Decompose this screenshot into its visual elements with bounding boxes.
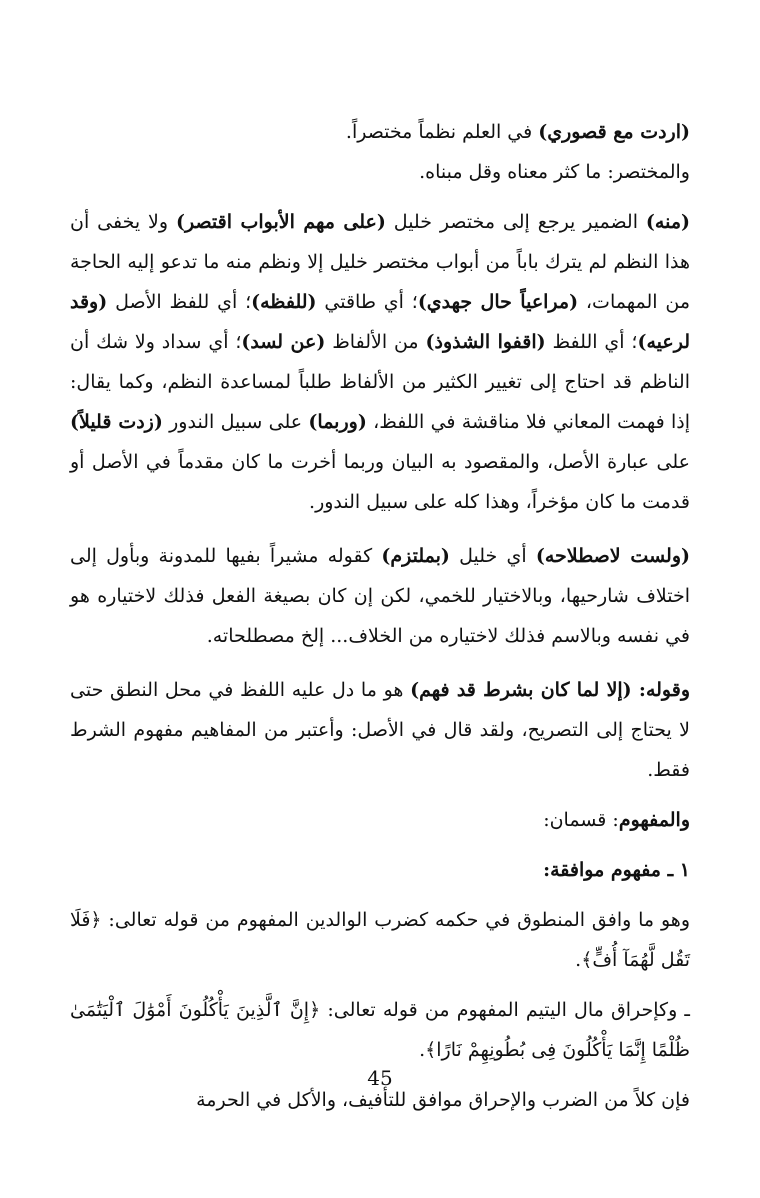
text-run: كقوله مشيراً بفيها للمدونة وبأول إلى اختلاف شارحيها، وبالاختيار للخمي، لكن إن كان بصيغة الفعل فذلك لاختياره هو في نفسه وبالاسم فذلك لاختياره من الخلاف... إلخ مصطلحاته. xyxy=(70,545,690,647)
mafhum-heading xyxy=(70,800,690,840)
text-run: على عبارة الأصل، والمقصود به البيان وربما أخرت ما كان مقدماً في الأصل أو قدمت ما كان مؤخراً، وهذا كله على سبيل الندور. xyxy=(70,451,690,513)
bold-run: (وربما) xyxy=(308,411,367,433)
text-run: الضمير يرجع إلى مختصر خليل xyxy=(385,211,646,233)
section-heading-muwafaqa xyxy=(70,850,690,890)
page-number: 45 xyxy=(367,1066,393,1090)
text-run: من الألفاظ xyxy=(325,331,426,353)
bold-run: (عن لسد) xyxy=(241,331,326,353)
text-run: ؛ أي طاقتي xyxy=(316,291,418,313)
text-run: ولا يخفى أن هذا النظم لم يترك باباً من أبواب مختصر خليل إلا ونظم منه ما تدعو إليه الحاجة من المهمات، xyxy=(70,211,690,313)
definition-line xyxy=(70,152,690,192)
verse-explanation-line xyxy=(70,112,690,152)
text-run: ؛ أي للفظ الأصل xyxy=(107,291,252,313)
bold-run: ١ ـ مفهوم موافقة: xyxy=(543,859,690,881)
text-run: في العلم نظماً مختصراً. xyxy=(345,121,539,143)
terminology-paragraph xyxy=(70,536,690,656)
muwafaqa-definition xyxy=(70,900,690,980)
text-run: ؛ أي اللفظ xyxy=(545,331,638,353)
bold-run: (ولست لاصطلاحه) xyxy=(535,545,690,567)
bold-run: (على مهم الأبواب اقتصر) xyxy=(175,211,386,233)
bold-run: (اردت مع قصوري) xyxy=(538,121,690,143)
text-run: هو ما دل عليه اللفظ في محل النطق حتى لا يحتاج إلى التصريح، ولقد قال في الأصل: وأعتبر من المفاهيم مفهوم الشرط فقط. xyxy=(70,679,690,781)
bold-run: (وقد لرعيه) xyxy=(70,291,690,353)
orphan-wealth-example xyxy=(70,990,690,1070)
text-run: أي خليل xyxy=(449,545,536,567)
text-run: وهو ما وافق المنطوق في حكمه كضرب الوالدين المفهوم من قوله تعالى: ﴿فَلَا تَقُل لَّهُمَآ أُفٍّ﴾. xyxy=(70,909,690,971)
text-run: على سبيل الندور xyxy=(162,411,309,433)
bold-run: (زدت قليلاً) xyxy=(70,411,163,433)
bold-run: (للفظه) xyxy=(251,291,317,313)
commentary-paragraph xyxy=(70,202,690,522)
text-run: ؛ أي سداد ولا شك أن الناظم قد احتاج إلى تغيير الكثير من الألفاظ طلباً لمساعدة النظم، وكما يقال: إذا فهمت المعاني فلا مناقشة في اللفظ، xyxy=(70,331,690,433)
bold-run: (منه) xyxy=(645,211,690,233)
bold-run: وقوله: (إلا لما كان بشرط قد فهم) xyxy=(410,679,690,701)
bold-run: والمفهوم xyxy=(618,809,690,831)
bold-run: (بملتزم) xyxy=(381,545,450,567)
bold-run: (اقفوا الشذوذ) xyxy=(425,331,546,353)
text-run: ـ وكإحراق مال اليتيم المفهوم من قوله تعالى: ﴿إِنَّ ٱلَّذِينَ يَأْكُلُونَ أَمْوَٰلَ ٱلْيَتَٰمَىٰ ظُلْمًا إِنَّمَا يَأْكُلُونَ فِى بُطُونِهِمْ نَارًا﴾. xyxy=(70,999,690,1061)
text-run: والمختصر: ما كثر معناه وقل مبناه. xyxy=(419,161,690,183)
text-run: فإن كلاً من الضرب والإحراق موافق للتأفيف، والأكل في الحرمة xyxy=(196,1089,690,1111)
bold-run: (مراعياً حال جهدي) xyxy=(417,291,579,313)
text-run: : قسمان: xyxy=(543,809,619,831)
condition-paragraph xyxy=(70,670,690,790)
